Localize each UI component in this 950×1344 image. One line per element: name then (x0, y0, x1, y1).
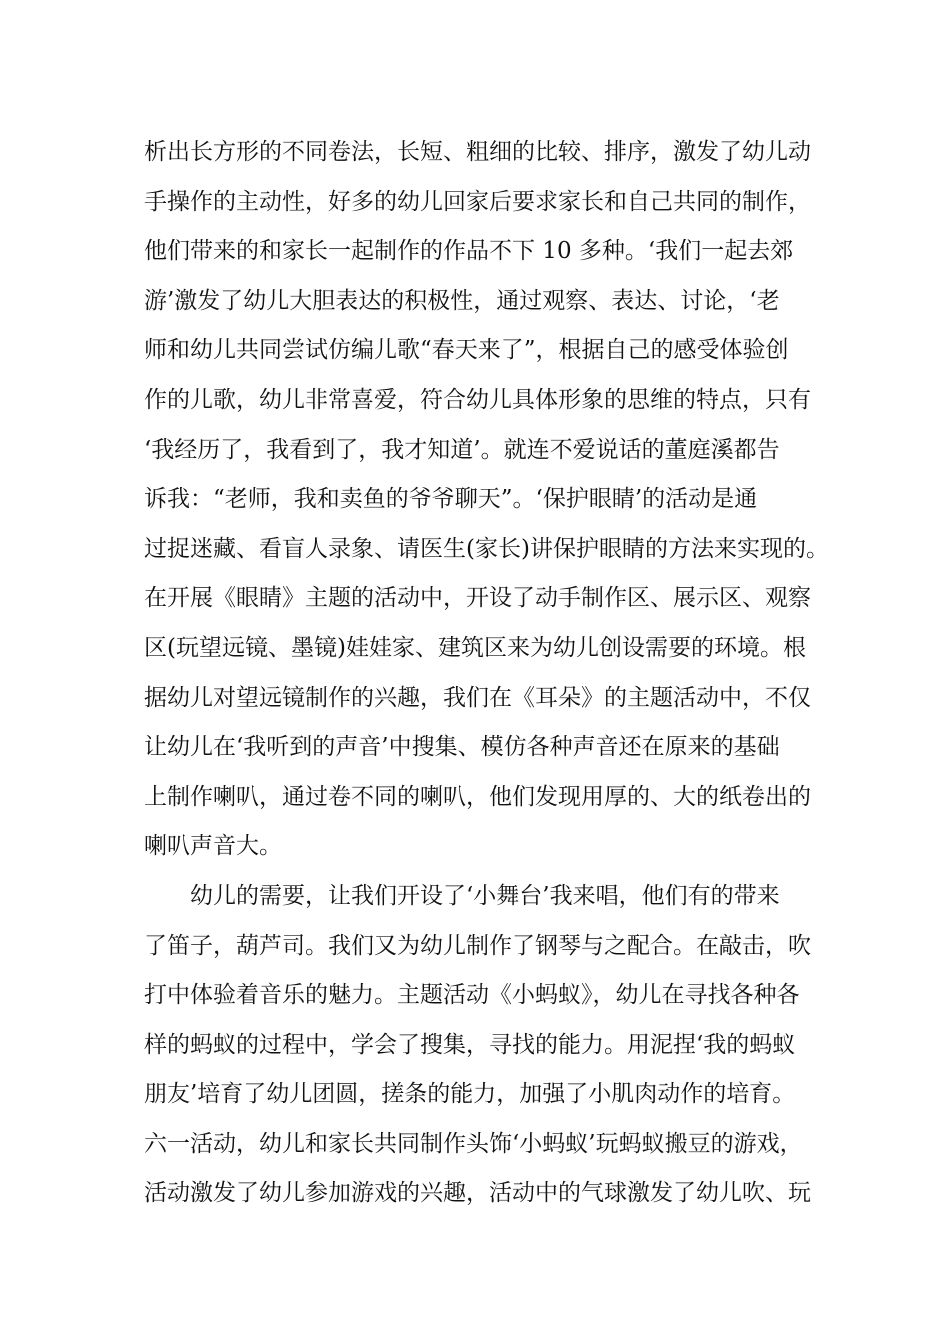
text-line: ‘我经历了，我看到了，我才知道’。就连不爱说话的董庭溪都告 (144, 436, 780, 463)
text-line: 喇叭声音大。 (144, 833, 282, 860)
text-line: 过捉迷藏、看盲人录象、请医生(家长)讲保护眼睛的方法来实现的。 (144, 535, 829, 562)
text-line: 上制作喇叭，通过卷不同的喇叭，他们发现用厚的、大的纸卷出的 (144, 783, 811, 810)
text-line: 作的儿歌，幼儿非常喜爱，符合幼儿具体形象的思维的特点，只有 (144, 386, 811, 413)
text-line: 活动激发了幼儿参加游戏的兴趣，活动中的气球激发了幼儿吹、玩 (144, 1180, 811, 1207)
text-line: 手操作的主动性，好多的幼儿回家后要求家长和自己共同的制作， (144, 188, 811, 215)
paragraph-2 (144, 872, 834, 1219)
text-line: 诉我：“老师，我和卖鱼的爷爷聊天”。‘保护眼睛’的活动是通 (144, 486, 758, 513)
body-text (144, 128, 834, 1219)
text-line: 朋友’培育了幼儿团圆，搓条的能力，加强了小肌肉动作的培育。 (144, 1081, 796, 1108)
text-line: 据幼儿对望远镜制作的兴趣，我们在《耳朵》的主题活动中，不仅 (144, 684, 811, 711)
text-line: 六一活动，幼儿和家长共同制作头饰‘小蚂蚁’玩蚂蚁搬豆的游戏， (144, 1130, 803, 1157)
paragraph-1 (144, 128, 834, 872)
text-line: 他们带来的和家长一起制作的作品不下 10 多种。‘我们一起去郊 (144, 238, 794, 265)
text-line: 在开展《眼睛》主题的活动中，开设了动手制作区、展示区、观察 (144, 585, 811, 612)
text-line-indented: 幼儿的需要，让我们开设了‘小舞台’我来唱，他们有的带来 (190, 882, 780, 909)
text-line: 了笛子，葫芦司。我们又为幼儿制作了钢琴与之配合。在敲击，吹 (144, 932, 811, 959)
text-line: 析出长方形的不同卷法，长短、粗细的比较、排序，激发了幼儿动 (144, 139, 811, 165)
text-line: 师和幼儿共同尝试仿编儿歌“春天来了”，根据自己的感受体验创 (144, 337, 789, 364)
text-line: 让幼儿在‘我听到的声音’中搜集、模仿各种声音还在原来的基础 (144, 734, 780, 761)
text-line: 区(玩望远镜、墨镜)娃娃家、建筑区来为幼儿创设需要的环境。根 (144, 634, 806, 661)
text-line: 样的蚂蚁的过程中，学会了搜集，寻找的能力。用泥捏‘我的蚂蚁 (144, 1031, 796, 1058)
text-line: 打中体验着音乐的魅力。主题活动《小蚂蚁》，幼儿在寻找各种各 (144, 982, 800, 1009)
text-line: 游’激发了幼儿大胆表达的积极性，通过观察、表达、讨论，‘老 (144, 287, 780, 314)
